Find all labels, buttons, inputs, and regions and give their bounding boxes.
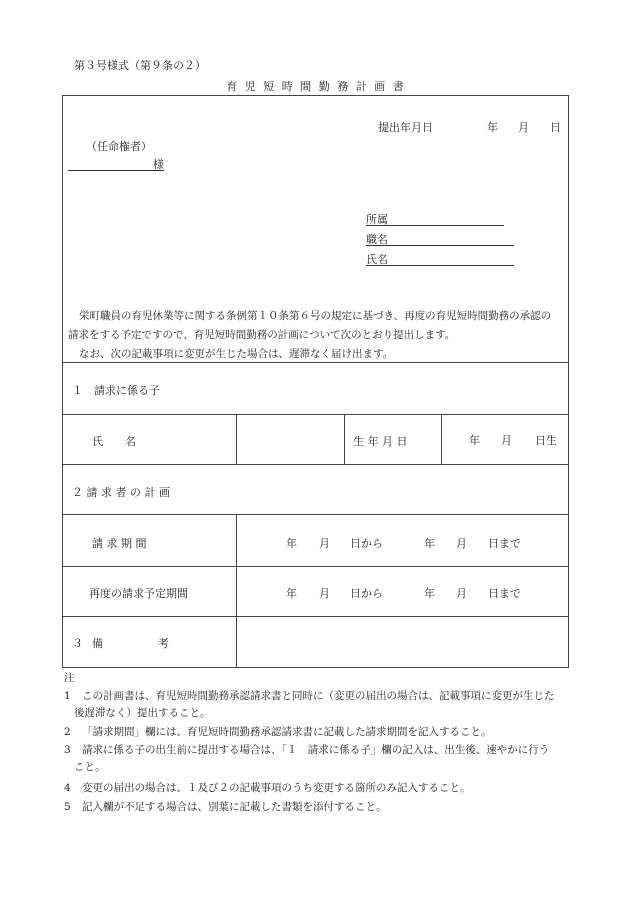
note-item — [64, 688, 574, 722]
note-item — [64, 742, 574, 776]
birth-date-label: 生 年 月 日 — [353, 435, 408, 448]
notes-heading: 注 — [64, 672, 75, 684]
period-start-month: 月 — [319, 537, 330, 550]
period-label: 請 求 期 間 — [92, 537, 147, 550]
affiliation-field[interactable] — [366, 211, 504, 226]
period-end-year: 年 — [424, 537, 435, 550]
name-label: 氏名 — [366, 253, 388, 266]
position-label: 職名 — [366, 233, 388, 246]
body-text-line1: 栄町職員の育児休業等に関する条例第１０条第６号の規定に基づき、再度の育児短時間勤務の承認の — [79, 310, 552, 322]
replan-end-month: 月 — [456, 587, 467, 600]
note-text: 「請求期間」欄には、育児短時間勤務承認請求書に記載した請求期間を記入すること。 — [82, 726, 492, 738]
period-from: 日から — [350, 537, 383, 550]
appointer-suffix: 様 — [153, 158, 164, 171]
replan-input[interactable] — [237, 567, 567, 616]
position-field[interactable] — [366, 231, 514, 246]
section1-heading: １ 請求に係る子 — [72, 384, 160, 397]
note-continuation: こと。 — [74, 761, 106, 773]
appointer-label: （任命権者） — [86, 140, 152, 153]
period-input[interactable] — [237, 515, 567, 566]
submit-year-label: 年 — [487, 121, 498, 134]
note-number: 2 — [64, 726, 71, 738]
note-text: 変更の届出の場合は、１及び２の記載事項のうち変更する箇所のみ記入すること。 — [82, 782, 471, 794]
note-number: 4 — [64, 782, 71, 794]
note-text: 請求に係る子の出生前に提出する場合は、「１ 請求に係る子」欄の記入は、出生後、速やかに行う — [82, 744, 550, 756]
section3-number: ３ — [72, 637, 83, 650]
note-number: 5 — [64, 801, 71, 813]
submit-month-label: 月 — [518, 121, 529, 134]
note-item — [64, 780, 574, 797]
note-text: 記入欄が不足する場合は、別葉に記載した書類を添付すること。 — [82, 801, 387, 813]
submit-date-label: 提出年月日 — [378, 121, 433, 134]
appointer-name-line[interactable] — [68, 156, 164, 171]
birth-date-input[interactable] — [442, 415, 567, 464]
section2-heading: ２ 請 求 者 の 計 画 — [72, 486, 170, 499]
replan-start-year: 年 — [286, 587, 297, 600]
replan-end-year: 年 — [424, 587, 435, 600]
page-title: 育 児 短 時 間 勤 務 計 画 書 — [226, 80, 406, 93]
child-name-label: 氏 名 — [92, 435, 136, 448]
period-until: 日まで — [488, 537, 521, 550]
rule — [344, 414, 345, 464]
birth-month-label: 月 — [501, 434, 512, 447]
affiliation-label: 所属 — [366, 213, 388, 226]
child-name-input[interactable] — [237, 415, 343, 464]
birth-day-label: 日生 — [535, 434, 557, 447]
period-end-month: 月 — [456, 537, 467, 550]
body-text-line2: 請求をする予定ですので、育児短時間勤務の計画について次のとおり提出します。 — [68, 329, 456, 341]
note-text: この計画書は、育児短時間勤務承認請求書と同時に（変更の届出の場合は、記載事項に変更が生じた — [82, 690, 555, 702]
remarks-input[interactable] — [237, 617, 567, 666]
note-number: 1 — [64, 690, 71, 702]
replan-start-month: 月 — [319, 587, 330, 600]
form-number: 第３号様式（第９条の２） — [74, 59, 206, 72]
note-item — [64, 799, 574, 816]
rule — [62, 362, 569, 363]
replan-until: 日まで — [488, 587, 521, 600]
replan-label: 再度の請求予定期間 — [89, 587, 188, 600]
submit-day-label: 日 — [550, 121, 561, 134]
rule — [62, 464, 569, 465]
note-continuation: 後遅滞なく）提出すること。 — [74, 707, 211, 719]
replan-from: 日から — [350, 587, 383, 600]
body-text-line3: なお、次の記載事項に変更が生じた場合は、遅滞なく届け出ます。 — [79, 348, 394, 360]
remarks-label: 備 考 — [92, 637, 169, 650]
note-number: 3 — [64, 744, 71, 756]
birth-year-label: 年 — [469, 434, 480, 447]
name-field[interactable] — [366, 251, 514, 266]
period-start-year: 年 — [286, 537, 297, 550]
note-item — [64, 724, 574, 741]
